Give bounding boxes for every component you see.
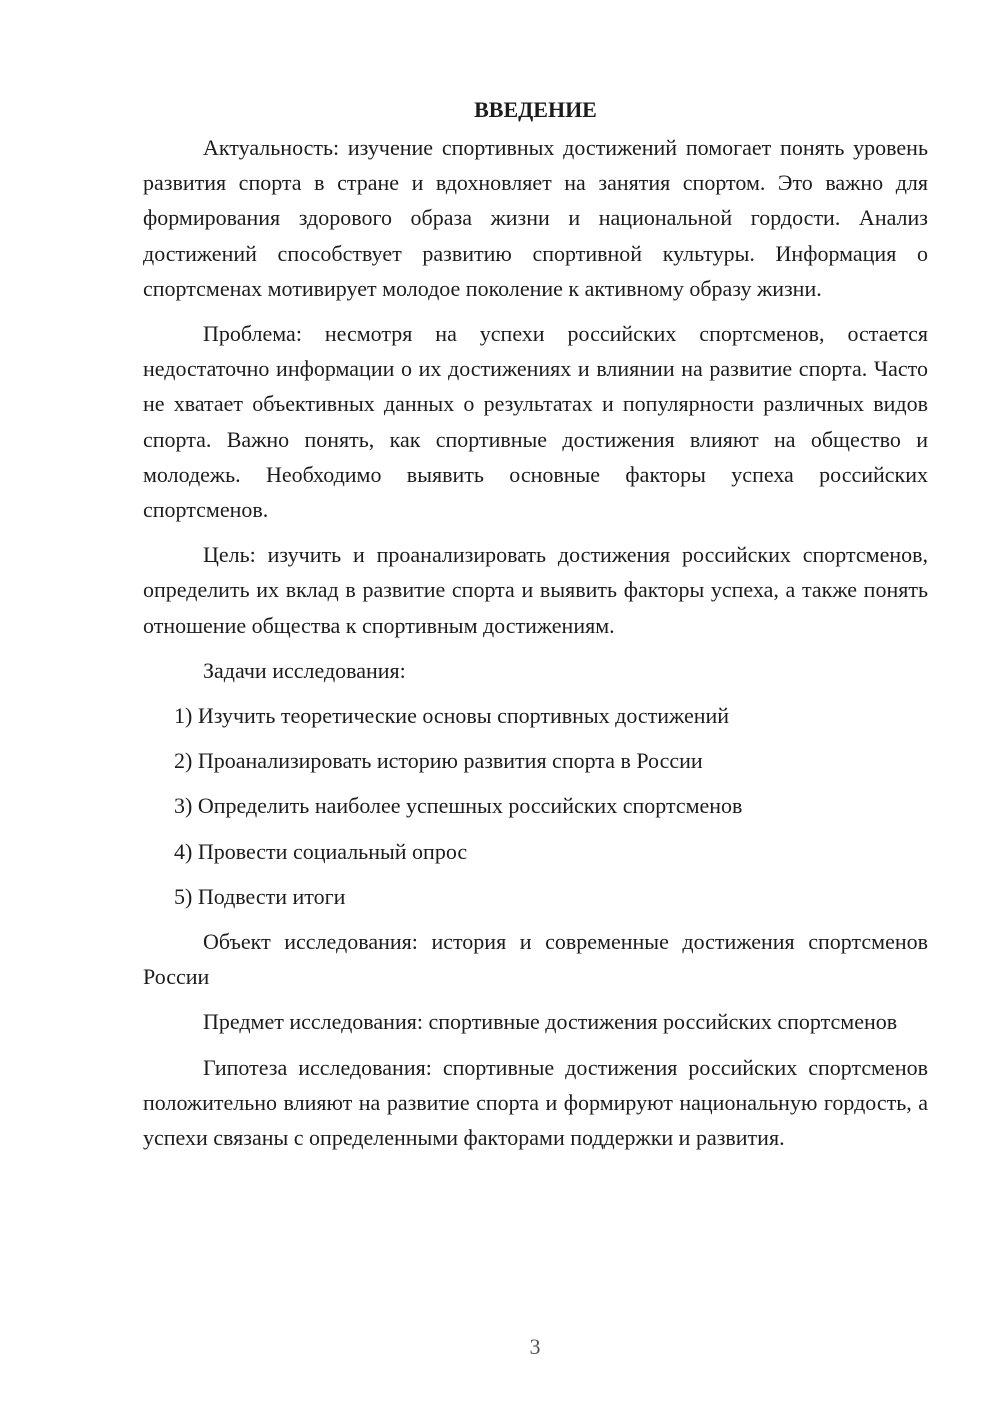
section-title: ВВЕДЕНИЕ xyxy=(474,97,597,122)
task-item-2: 2) Проанализировать историю развития спорта в России xyxy=(174,748,703,774)
research-subject-paragraph: Предмет исследования: спортивные достижения российских спортсменов xyxy=(203,1009,898,1035)
task-item-3: 3) Определить наиболее успешных российских спортсменов xyxy=(174,793,743,819)
relevance-paragraph: Актуальность: изучение спортивных достижений помогает понять уровень развития спорта в стране и вдохновляет на занятия спортом. Это важно для формирования здорового образа жизни и национальной гордости. Анализ достижений способствует развитию спортивной культуры. Информация о спортсменах мотивирует молодое поколение к активному образу жизни. xyxy=(143,135,928,301)
task-item-1: 1) Изучить теоретические основы спортивных достижений xyxy=(174,703,730,729)
task-item-4: 4) Провести социальный опрос xyxy=(174,838,468,864)
research-object-paragraph: Объект исследования: история и современные достижения спортсменов России xyxy=(143,929,928,990)
document-page xyxy=(143,92,928,1165)
tasks-heading: Задачи исследования: xyxy=(203,657,406,683)
task-list xyxy=(143,698,928,914)
goal-paragraph: Цель: изучить и проанализировать достижения российских спортсменов, определить их вклад в развитие спорта и выявить факторы успеха, а также понять отношение общества к спортивным достижениям. xyxy=(143,542,928,638)
research-hypothesis-paragraph: Гипотеза исследования: спортивные достижения российских спортсменов положительно влияют на развитие спорта и формируют национальную гордость, а успехи связаны с определенными факторами поддержки и развития. xyxy=(143,1054,928,1151)
problem-paragraph: Проблема: несмотря на успехи российских спортсменов, остается недостаточно информации о их достижениях и влиянии на развитие спорта. Часто не хватает объективных данных о результатах и популярности различных видов спорта. Важно понять, как спортивные достижения влияют на общество и молодежь. Необходимо выявить основные факторы успеха российских спортсменов. xyxy=(143,321,928,523)
page-number: 3 xyxy=(529,1334,541,1359)
task-item-5: 5) Подвести итоги xyxy=(174,883,346,909)
